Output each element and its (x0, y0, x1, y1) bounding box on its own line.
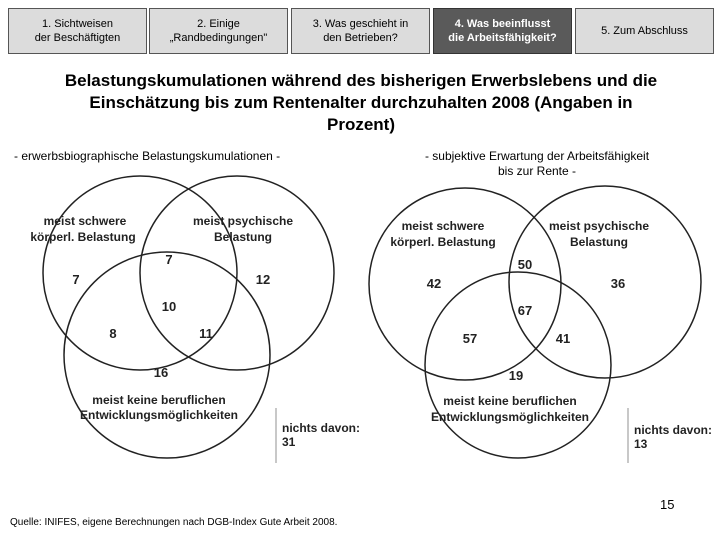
right-value-all-three: 67 (517, 303, 533, 318)
right-label-physical-line1: meist schwere (401, 219, 485, 233)
right-label-development-line1: meist keine beruflichen (443, 394, 577, 408)
nav-tab-line: der Beschäftigten (34, 32, 121, 44)
left-diagram-subtitle: - erwerbsbiographische Belastungskumulationen - (14, 149, 281, 163)
left-value-physical-only: 7 (72, 272, 80, 287)
right-none-box (634, 423, 712, 451)
left-value-psychological-development: 11 (199, 326, 213, 341)
right-circle-psychological (509, 186, 701, 378)
left-label-physical-line1: meist schwere (43, 214, 127, 228)
left-label-development-line1: meist keine beruflichen (92, 393, 226, 407)
subtitle-line: - subjektive Erwartung der Arbeitsfähigkeit (424, 149, 650, 163)
nav-tab-line: 4. Was beeinflusst (454, 18, 551, 30)
nav-tab-line: den Betrieben? (323, 32, 398, 44)
right-label-physical-line2: körperl. Belastung (390, 235, 496, 249)
nav-tab-line: „Randbedingungen" (169, 32, 268, 44)
left-value-physical-psychological: 7 (165, 252, 173, 267)
title-line: Einschätzung bis zum Rentenalter durchzuhalten 2008 (Angaben in (89, 93, 633, 112)
right-label-psychological-line2: Belastung (569, 235, 629, 249)
nav-tab-line: 1. Sichtweisen (42, 18, 113, 30)
left-value-all-three: 10 (161, 299, 177, 314)
right-value-psychological-development: 41 (555, 331, 571, 346)
right-circle-physical (369, 188, 561, 380)
left-none-box (282, 421, 360, 449)
nav-tab-line: 5. Zum Abschluss (601, 25, 688, 37)
right-label-psychological-line1: meist psychische (548, 219, 650, 233)
source-note: Quelle: INIFES, eigene Berechnungen nach DGB-Index Gute Arbeit 2008. (10, 517, 338, 528)
left-value-development-only: 16 (153, 365, 169, 380)
left-none-divider (275, 408, 277, 463)
left-label-psychological-line2: Belastung (213, 230, 273, 244)
title-line: Belastungskumulationen während des bisherigen Erwerbslebens und die (64, 71, 658, 90)
right-value-development-only: 19 (508, 368, 524, 383)
page-number: 15 (660, 497, 675, 512)
right-value-physical-only: 42 (426, 276, 442, 291)
right-value-physical-development: 57 (462, 331, 478, 346)
title-line: Prozent) (327, 115, 395, 134)
nav-tab-line: die Arbeitsfähigkeit? (448, 32, 557, 44)
right-value-physical-psychological: 50 (517, 257, 533, 272)
left-label-development-line2: Entwicklungsmöglichkeiten (79, 408, 239, 422)
right-none-divider (627, 408, 629, 463)
right-none-value: 13 (634, 437, 648, 451)
left-none-label: nichts davon: (282, 421, 361, 435)
subtitle-line: bis zur Rente - (497, 164, 577, 178)
left-value-physical-development: 8 (109, 326, 117, 341)
left-label-psychological-line1: meist psychische (192, 214, 294, 228)
right-value-psychological-only: 36 (610, 276, 626, 291)
left-circle-development (64, 252, 270, 458)
left-label-physical-line2: körperl. Belastung (30, 230, 136, 244)
left-value-psychological-only: 12 (255, 272, 271, 287)
right-circle-development (425, 272, 611, 458)
right-label-development-line2: Entwicklungsmöglichkeiten (430, 410, 590, 424)
right-none-label: nichts davon: (634, 423, 713, 437)
left-none-value: 31 (282, 435, 296, 449)
nav-tab-line: 2. Einige (197, 18, 240, 30)
nav-tab-line: 3. Was geschieht in (312, 18, 409, 30)
